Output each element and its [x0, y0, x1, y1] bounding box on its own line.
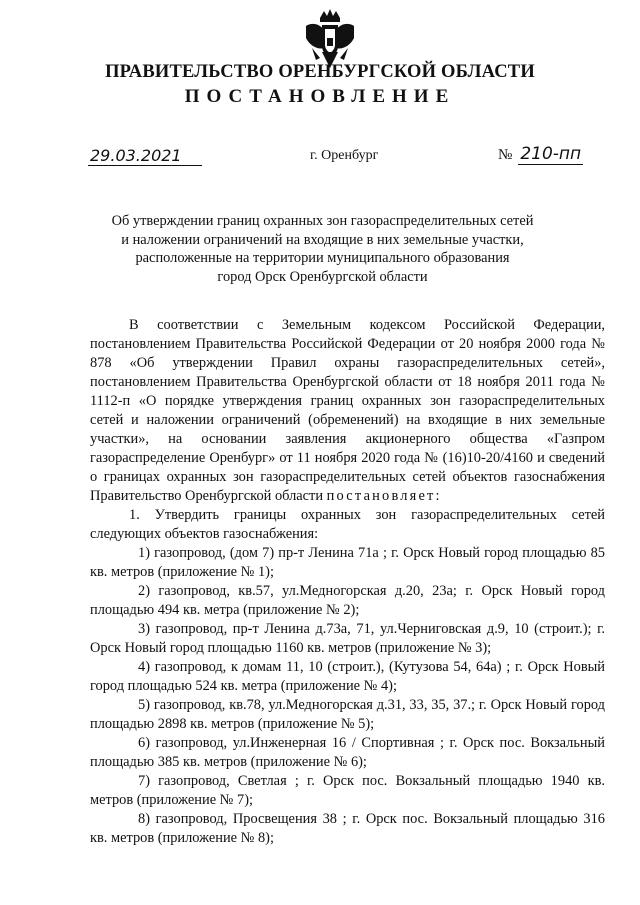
- list-item: 6) газопровод, ул.Инженерная 16 / Спортивная ; г. Орск пос. Вокзальный площадью 385 кв. метров (приложение № 6);: [90, 735, 605, 770]
- title-line: расположенные на территории муниципального образования: [135, 250, 510, 266]
- number-sign: №: [498, 147, 513, 163]
- list-item: 1) газопровод, (дом 7) пр-т Ленина 71а ; г. Орск Новый город площадью 85 кв. метров (приложение № 1);: [90, 545, 605, 580]
- document-title: [100, 212, 545, 286]
- document-city: г. Оренбург: [310, 148, 379, 163]
- document-number: 210-пп: [520, 144, 582, 164]
- organization-name: ПРАВИТЕЛЬСТВО ОРЕНБУРГСКОЙ ОБЛАСТИ: [105, 62, 535, 82]
- clause-1: 1. Утвердить границы охранных зон газораспределительных сетей следующих объектов газоснабжения:: [90, 507, 605, 542]
- list-item: 4) газопровод, к домам 11, 10 (строит.), (Кутузова 54, 64а) ; г. Орск Новый город площадью 524 кв. метра (приложение № 4);: [90, 659, 605, 694]
- document-number-block: [498, 144, 583, 164]
- document-type: ПОСТАНОВЛЕНИЕ: [184, 86, 456, 107]
- preamble-paragraph: [90, 316, 605, 506]
- list-item: 2) газопровод, кв.57, ул.Медногорская д.20, 23а; г. Орск Новый город площадью 494 кв. метра (приложение № 2);: [90, 583, 605, 618]
- resolves-word: постановляет:: [326, 488, 442, 504]
- title-line: город Орск Оренбургской области: [217, 268, 428, 285]
- list-item: 5) газопровод, кв.78, ул.Медногорская д.31, 33, 35, 37.; г. Орск Новый город площадью 2898 кв. метров (приложение № 5);: [90, 697, 605, 732]
- coat-of-arms-emblem: [302, 8, 358, 70]
- title-line: и наложении ограничений на входящие в них земельные участки,: [121, 231, 524, 248]
- preamble-text: В соответствии с Земельным кодексом Российской Федерации, постановлением Правительства Российской Федерации от 20 ноября 2000 года № 878 «Об утверждении Правил охраны газораспределительных сетей», постановлением Правительства Оренбургской области от 18 ноября 2011 года № 1112-п «О порядке утверждения границ охранных зон газораспределительных сетей и наложении ограничений (обременений) на входящие в них земельные участки», на основании заявления акционерного общества «Газпром газораспределение Оренбург» от 11 ноября 2020 года № (16)10-20/4160 и сведений о границах охранных зон газораспределительных сетей объектов газоснабжения Правительство Оренбургской области: [90, 317, 605, 504]
- document-body: [90, 316, 605, 848]
- title-line: Об утверждении границ охранных зон газораспределительных сетей: [111, 213, 534, 229]
- document-date: 29.03.2021: [88, 147, 202, 166]
- list-item: 7) газопровод, Светлая ; г. Орск пос. Вокзальный площадью 1940 кв. метров (приложение № 7);: [90, 773, 605, 808]
- list-item: 8) газопровод, Просвещения 38 ; г. Орск пос. Вокзальный площадью 316 кв. метров (приложение № 8);: [90, 811, 605, 846]
- list-item: 3) газопровод, пр-т Ленина д.73а, 71, ул.Черниговская д.9, 10 (строит.); г. Орск Новый город площадью 1160 кв. метров (приложение № 3);: [90, 621, 605, 656]
